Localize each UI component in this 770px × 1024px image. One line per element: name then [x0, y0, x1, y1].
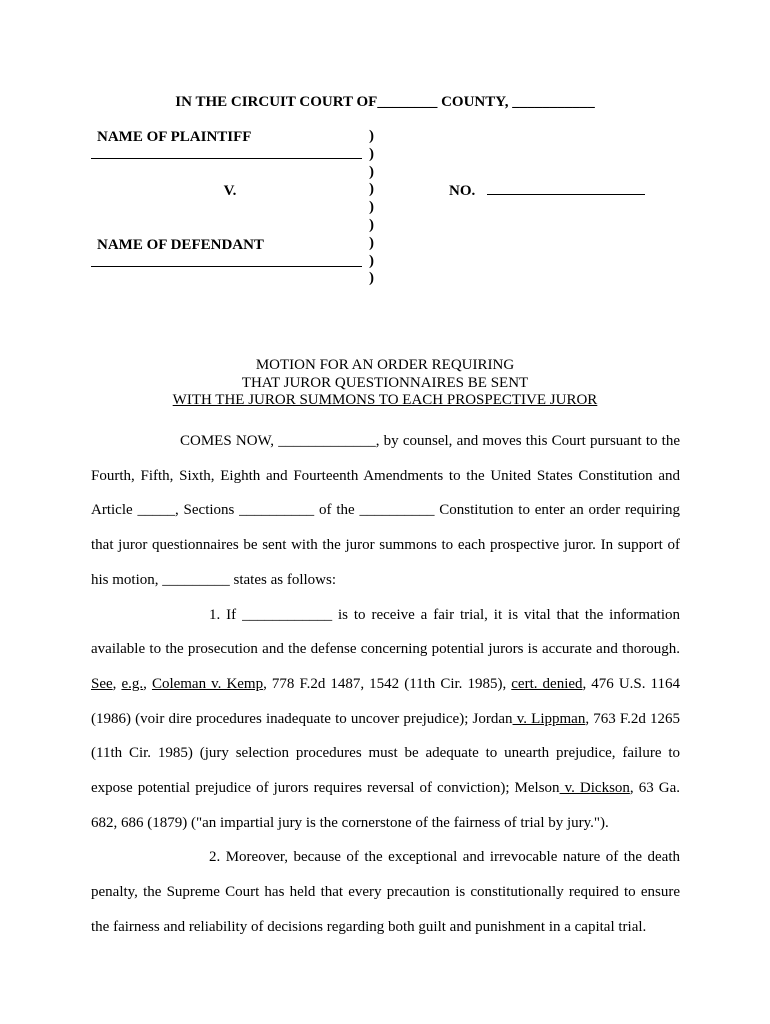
plaintiff-signature-line: [91, 146, 362, 159]
caption-parentheses: [369, 128, 374, 288]
motion-title-line-2: THAT JUROR QUESTIONNAIRES BE SENT: [241, 374, 529, 391]
citation-cert-denied: cert. denied: [511, 675, 583, 692]
citation-signal-eg: e.g.: [121, 675, 144, 692]
paragraph-2: 2. Moreover, because of the exceptional and irrevocable nature of the death penalty, the Supreme Court has held that every precaution is constitutionally required to ensure the fairness and reliability of decisions regarding both guilt and punishment in a capital trial.: [91, 849, 680, 935]
versus-label: V.: [223, 183, 237, 199]
caption-paren: ): [369, 199, 374, 216]
defendant-label: NAME OF DEFENDANT: [97, 237, 264, 253]
para1-text: , 476 U.S. 1164 (1986) (voir dire procedures inadequate to uncover prejudice); Jordan: [91, 675, 681, 727]
intro-paragraph: COMES NOW, _____________, by counsel, and moves this Court pursuant to the Fourth, Fifth, Sixth, Eighth and Fourteenth Amendments to the United States Constitution and Article _____, Sections __________ of the __________ Constitution to enter an order requiring that juror questionnaires be sent with the juror summons to each prospective juror. In support of his motion, _________ states as follows:: [91, 433, 680, 588]
caption-paren: ): [369, 181, 374, 198]
case-name-jordan: v. Lippman: [512, 710, 586, 727]
case-number: [449, 182, 645, 200]
para1-text: ,: [112, 675, 122, 692]
motion-title: [0, 357, 770, 410]
paragraph-1: [91, 598, 680, 841]
caption-paren: ): [369, 145, 374, 162]
case-name-coleman: Coleman v. Kemp: [151, 675, 264, 692]
case-name-melson: v. Dickson: [559, 780, 630, 797]
caption-paren: ): [369, 128, 374, 144]
para1-text: , 778 F.2d 1487, 1542 (11th Cir. 1985),: [263, 675, 512, 692]
motion-title-line-3: WITH THE JUROR SUMMONS TO EACH PROSPECTIVE JUROR: [172, 392, 598, 408]
caption-paren: ): [369, 234, 374, 251]
citation-signal-see: See: [91, 675, 113, 692]
case-caption: [91, 128, 363, 273]
defendant-signature-line: [91, 254, 362, 267]
case-number-blank: [487, 182, 645, 195]
motion-title-line-1: MOTION FOR AN ORDER REQUIRING: [255, 357, 515, 373]
caption-paren: ): [369, 252, 374, 269]
court-heading: IN THE CIRCUIT COURT OF________ COUNTY, ___________: [175, 94, 595, 110]
para1-text: , 763 F.2d 1265 (11th Cir. 1985) (jury selection procedures must be adequate to unearth prejudice, failure to expose potential prejudice of jurors requires reversal of conviction); Melson: [91, 710, 680, 797]
motion-body: [91, 424, 680, 945]
caption-paren: ): [369, 163, 374, 180]
case-number-label: NO.: [449, 183, 476, 199]
caption-paren: ): [369, 270, 374, 287]
caption-paren: ): [369, 216, 374, 233]
para1-text: 1. If ____________ is to receive a fair trial, it is vital that the information available to the prosecution and the defense concerning potential jurors is accurate and thorough.: [91, 606, 680, 658]
para1-text: ,: [143, 675, 152, 692]
plaintiff-label: NAME OF PLAINTIFF: [97, 129, 252, 145]
para1-text: , 63 Ga. 682, 686 (1879) ("an impartial jury is the cornerstone of the fairness of trial by jury.").: [91, 780, 680, 831]
